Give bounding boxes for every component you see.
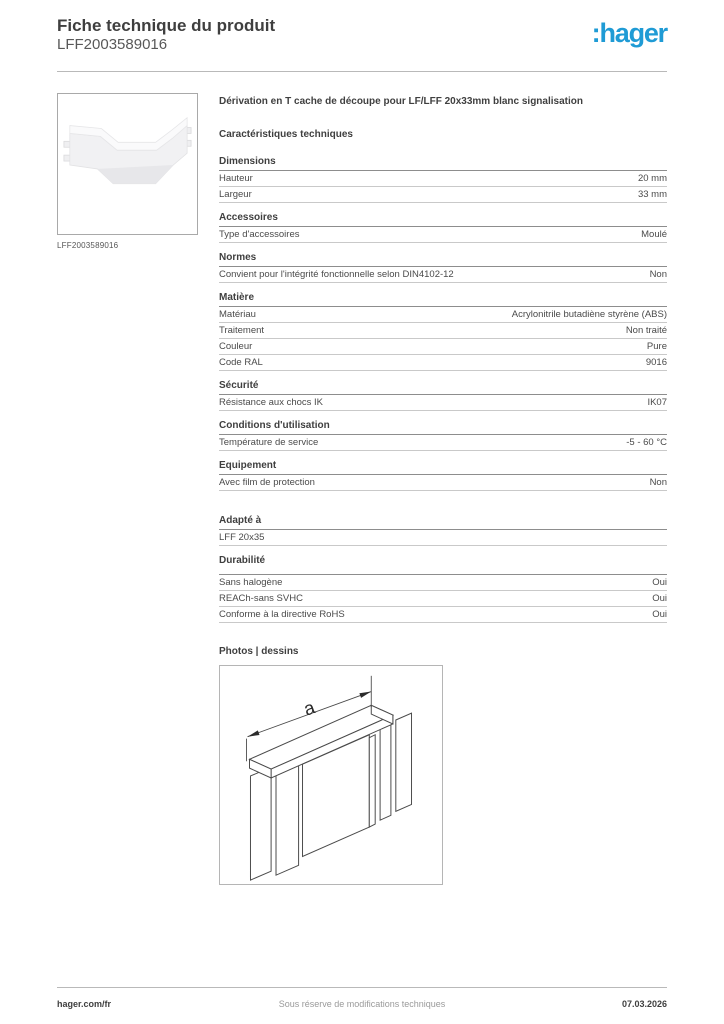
spec-label: Largeur: [219, 189, 252, 200]
spec-row: [219, 591, 667, 607]
spec-row: [219, 171, 667, 187]
spec-section-title: Accessoires: [219, 212, 667, 227]
product-image: [57, 93, 198, 235]
spec-label: Conforme à la directive RoHS: [219, 609, 345, 620]
page-footer: [57, 999, 667, 1011]
spec-value: Non traité: [625, 325, 667, 336]
spec-label: Matériau: [219, 309, 256, 320]
spec-value: Moulé: [641, 229, 667, 240]
spec-row: [219, 323, 667, 339]
spec-section-title: Normes: [219, 252, 667, 267]
spec-rows: [219, 307, 667, 371]
spec-section: [219, 460, 667, 491]
spec-label: Température de service: [219, 437, 319, 448]
spec-row: [219, 395, 667, 411]
footer-website-link[interactable]: hager.com/fr: [57, 999, 112, 1009]
spec-group: [219, 515, 667, 623]
spec-row: [219, 435, 667, 451]
spec-group: [219, 156, 667, 491]
spec-label: Avec film de protection: [219, 477, 315, 488]
product-description: Dérivation en T cache de découpe pour LF/LFF 20x33mm blanc signalisation: [219, 96, 583, 107]
spec-section: [219, 156, 667, 203]
page-header: [0, 0, 724, 54]
content: [0, 72, 724, 885]
spec-label: Type d'accessoires: [219, 229, 300, 240]
spec-section-title: Durabilité: [219, 555, 667, 575]
spec-label: Sans halogène: [219, 577, 283, 588]
spec-value: Oui: [652, 609, 667, 620]
spec-label: LFF 20x35: [219, 532, 265, 543]
spec-value: 9016: [645, 357, 667, 368]
spec-section: [219, 252, 667, 283]
dimension-drawing-svg: [220, 666, 442, 884]
photos-heading: Photos | dessins: [219, 646, 299, 657]
spec-row: [219, 307, 667, 323]
spec-row: [219, 475, 667, 491]
spec-section-title: Conditions d'utilisation: [219, 420, 667, 435]
spec-value: Acrylonitrile butadiène styrène (ABS): [511, 309, 667, 320]
spec-column: [219, 93, 667, 885]
spec-section: [219, 420, 667, 451]
spec-label: REACh-sans SVHC: [219, 593, 303, 604]
spec-section: [219, 515, 667, 546]
spec-label: Code RAL: [219, 357, 263, 368]
spec-value: -5 - 60 °C: [626, 437, 667, 448]
product-image-column: [57, 93, 200, 885]
footer-disclaimer: Sous réserve de modifications techniques: [278, 999, 446, 1009]
spec-value: Non: [649, 477, 667, 488]
spec-row: [219, 355, 667, 371]
spec-section-title: Equipement: [219, 460, 667, 475]
specs-heading: Caractéristiques techniques: [219, 129, 353, 140]
spec-row: [219, 339, 667, 355]
footer-divider: [57, 987, 667, 988]
spec-groups: [219, 156, 667, 623]
spec-section: [219, 292, 667, 371]
spec-row: [219, 267, 667, 283]
spec-label: Traitement: [219, 325, 265, 336]
page-title: Fiche technique du produit: [57, 16, 276, 35]
spec-row: [219, 530, 667, 546]
spec-row: [219, 575, 667, 591]
spec-value: Oui: [652, 577, 667, 588]
spec-value: 20 mm: [637, 173, 667, 184]
spec-section-title: Matière: [219, 292, 667, 307]
spec-value: 33 mm: [637, 189, 667, 200]
spec-rows: [219, 575, 667, 623]
product-reference: LFF2003589016: [57, 36, 168, 53]
hager-logo: :hager: [591, 18, 667, 48]
spec-section: [219, 380, 667, 411]
spec-row: [219, 187, 667, 203]
spec-value: Pure: [646, 341, 667, 352]
spec-section: [219, 212, 667, 243]
dimension-label-a: a: [300, 696, 318, 720]
spec-label: Convient pour l'intégrité fonctionnelle selon DIN4102-12: [219, 269, 454, 280]
product-image-caption: LFF2003589016: [57, 241, 119, 250]
spec-section-title: Adapté à: [219, 515, 667, 530]
spec-section-title: Dimensions: [219, 156, 667, 171]
product-render-illustration: [58, 94, 197, 234]
dimension-drawing: [219, 665, 443, 885]
header-titles: [57, 16, 275, 54]
spec-value: Non: [649, 269, 667, 280]
spec-rows: [219, 530, 667, 546]
spec-label: Couleur: [219, 341, 253, 352]
spec-rows: [219, 395, 667, 411]
spec-rows: [219, 475, 667, 491]
spec-rows: [219, 435, 667, 451]
spec-rows: [219, 267, 667, 283]
spec-rows: [219, 227, 667, 243]
spec-rows: [219, 171, 667, 203]
spec-row: [219, 607, 667, 623]
spec-section-title: Sécurité: [219, 380, 667, 395]
spec-value: IK07: [647, 397, 667, 408]
spec-section: [219, 555, 667, 623]
spec-label: Résistance aux chocs IK: [219, 397, 324, 408]
spec-value: Oui: [652, 593, 667, 604]
footer-date: 07.03.2026: [621, 999, 667, 1009]
spec-row: [219, 227, 667, 243]
spec-label: Hauteur: [219, 173, 253, 184]
